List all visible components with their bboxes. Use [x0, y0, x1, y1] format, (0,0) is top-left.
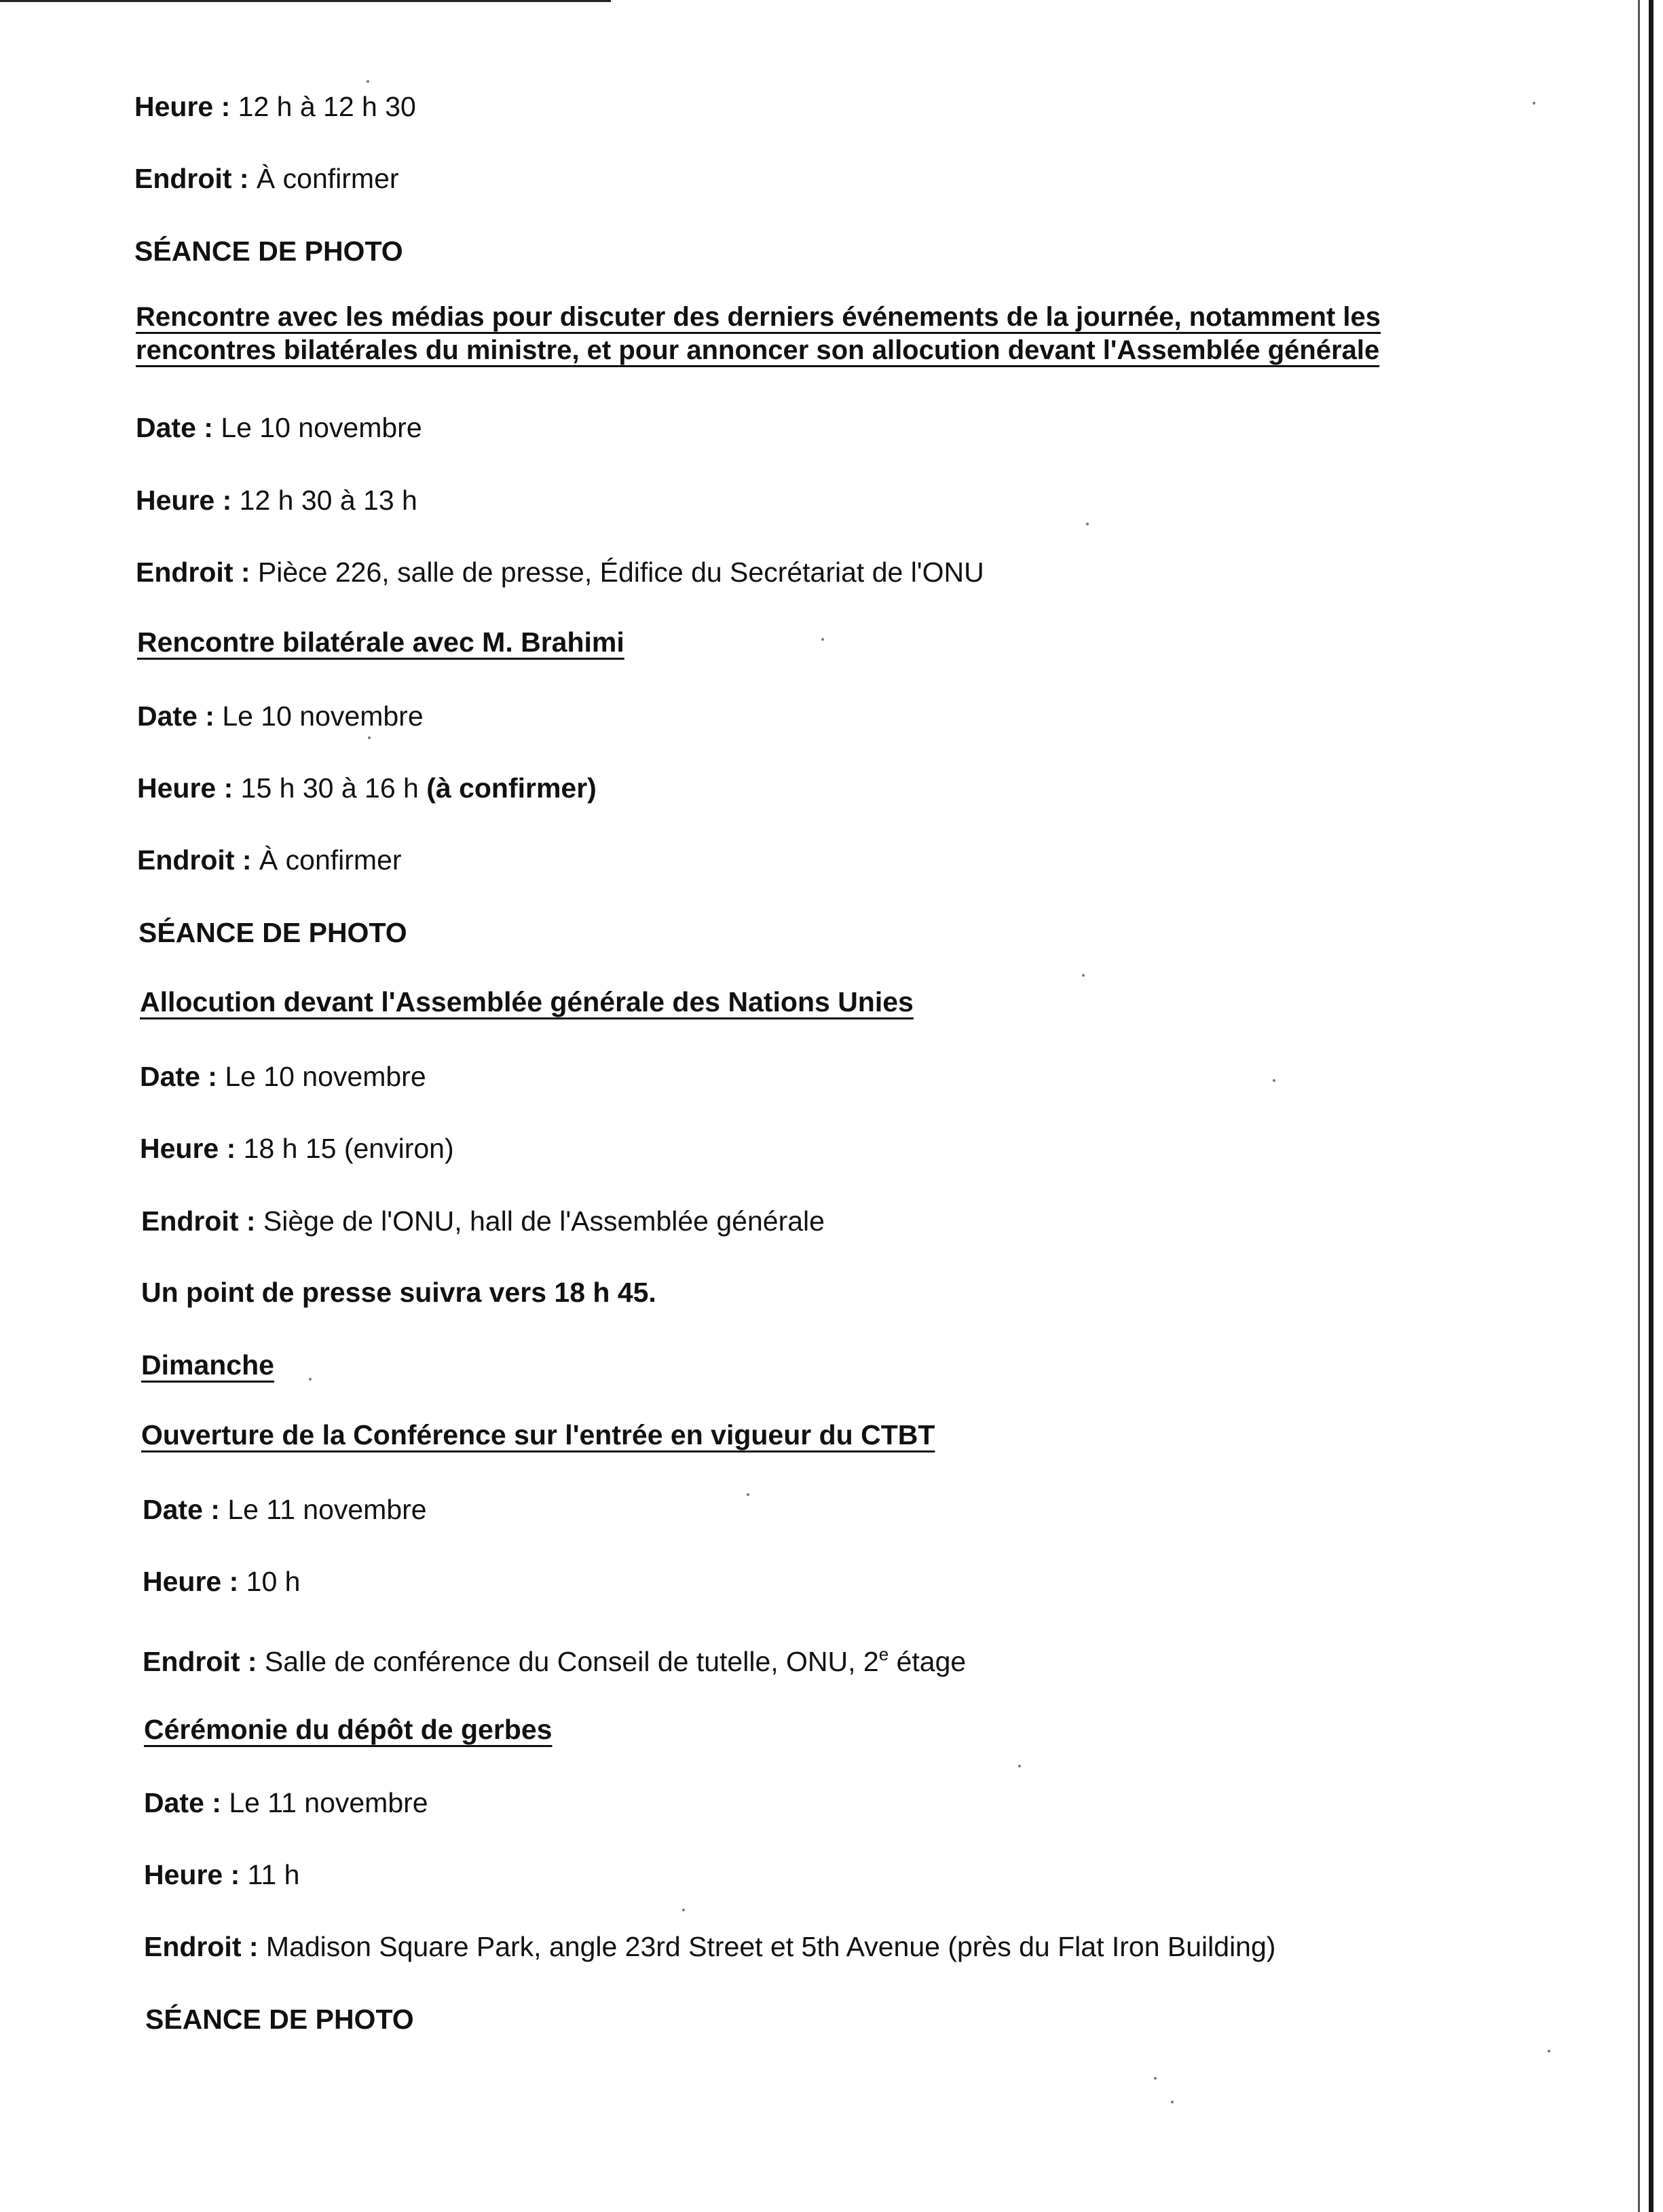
time-label: Heure : — [134, 91, 231, 122]
scan-speck — [368, 736, 371, 739]
brahimi-date-line — [137, 700, 424, 732]
scan-speck — [1154, 2077, 1157, 2080]
place-label: Endroit : — [141, 1205, 256, 1237]
place-value: Pièce 226, salle de presse, Édifice du Secrétariat de l'ONU — [250, 557, 984, 588]
scan-speck — [1533, 102, 1535, 105]
wreath-time-line — [144, 1858, 299, 1891]
scan-speck — [309, 1378, 312, 1381]
brahimi-time-line — [137, 772, 597, 804]
brahimi-meeting-title: Rencontre bilatérale avec M. Brahimi — [137, 626, 624, 658]
scan-speck — [1273, 1079, 1275, 1082]
photo-session-label: SÉANCE DE PHOTO — [138, 917, 407, 948]
photo-session-label: SÉANCE DE PHOTO — [145, 2004, 414, 2035]
ctbt-place-line — [143, 1638, 966, 1678]
scan-speck — [367, 80, 369, 83]
ctbt-conference-title: Ouverture de la Conférence sur l'entrée en vigueur du CTBT — [141, 1419, 935, 1450]
scan-speck — [1171, 2101, 1174, 2103]
time-value: 12 h à 12 h 30 — [230, 91, 416, 122]
ctbt-date-line — [143, 1493, 427, 1526]
time-value: 18 h 15 (environ) — [236, 1133, 454, 1164]
date-label: Date : — [140, 1061, 217, 1092]
wreath-date-line — [144, 1786, 428, 1819]
place-label: Endroit : — [137, 844, 252, 876]
scan-speck — [1018, 1765, 1021, 1767]
place-value: Madison Square Park, angle 23rd Street et 5th Avenue (près du Flat Iron Building) — [258, 1931, 1276, 1962]
place-label: Endroit : — [136, 557, 250, 588]
scan-speck — [747, 1493, 749, 1496]
place-label: Endroit : — [144, 1931, 259, 1962]
brahimi-place-line — [137, 844, 402, 876]
media-date-line — [136, 411, 422, 444]
scan-speck — [821, 638, 824, 641]
time-label: Heure : — [137, 772, 233, 804]
date-label: Date : — [136, 412, 213, 443]
press-point-note: Un point de presse suivra vers 18 h 45. — [141, 1277, 656, 1308]
assembly-date-line — [140, 1060, 426, 1093]
general-assembly-title: Allocution devant l'Assemblée générale des Nations Unies — [140, 986, 914, 1017]
wreath-place-line — [144, 1930, 1275, 1963]
date-value: Le 10 novembre — [217, 1061, 426, 1092]
time-value: 11 h — [240, 1859, 300, 1890]
sunday-heading: Dimanche — [141, 1349, 274, 1381]
date-value: Le 11 novembre — [221, 1787, 428, 1818]
date-value: Le 10 novembre — [214, 700, 424, 732]
place-value: Siège de l'ONU, hall de l'Assemblée générale — [255, 1205, 825, 1237]
scan-speck — [682, 1909, 685, 1911]
time-label: Heure : — [144, 1859, 240, 1890]
date-value: Le 11 novembre — [219, 1494, 427, 1525]
assembly-time-line — [140, 1132, 454, 1165]
scan-speck — [1082, 974, 1085, 977]
place-label: Endroit : — [134, 163, 249, 194]
schedule-place-line — [134, 162, 399, 195]
ctbt-time-line — [143, 1565, 300, 1598]
scan-speck — [1548, 2050, 1550, 2052]
date-label: Date : — [143, 1494, 220, 1525]
place-value: À confirmer — [248, 163, 399, 194]
floor-superscript: e — [878, 1644, 889, 1664]
date-value: Le 10 novembre — [212, 412, 422, 443]
date-label: Date : — [144, 1787, 221, 1818]
time-value: 15 h 30 à 16 h — [233, 772, 427, 804]
time-label: Heure : — [143, 1566, 239, 1597]
assembly-place-line — [141, 1205, 825, 1237]
time-label: Heure : — [136, 485, 232, 516]
photo-session-label: SÉANCE DE PHOTO — [134, 236, 403, 267]
schedule-time-line — [134, 90, 416, 123]
media-time-line — [136, 484, 417, 517]
time-value: 10 h — [238, 1566, 301, 1597]
date-label: Date : — [137, 700, 214, 732]
scan-speck — [1086, 523, 1089, 525]
time-label: Heure : — [140, 1133, 236, 1164]
wreath-ceremony-title: Cérémonie du dépôt de gerbes — [144, 1714, 553, 1745]
place-value-tail: étage — [889, 1646, 967, 1677]
media-meeting-title-line2: rencontres bilatérales du ministre, et pour annoncer son allocution devant l'Assemblée générale — [136, 335, 1380, 365]
media-place-line — [136, 556, 984, 588]
place-value: Salle de conférence du Conseil de tutelle, ONU, 2 — [257, 1646, 879, 1677]
media-meeting-title-line1: Rencontre avec les médias pour discuter des derniers événements de la journée, notamment les — [136, 302, 1381, 332]
place-label: Endroit : — [143, 1646, 257, 1677]
time-value: 12 h 30 à 13 h — [231, 485, 417, 516]
time-note: (à confirmer) — [426, 772, 597, 804]
place-value: À confirmer — [251, 844, 402, 876]
